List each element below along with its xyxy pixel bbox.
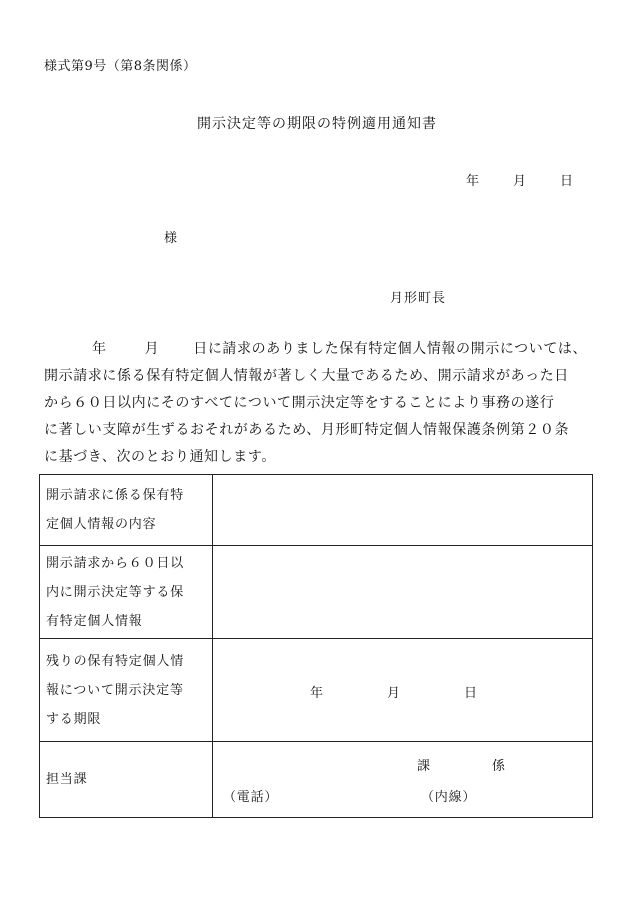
body-month: 月 xyxy=(144,341,160,357)
department-section: 課 xyxy=(417,759,431,774)
label-remaining-deadline xyxy=(40,639,213,742)
deadline-month: 月 xyxy=(387,686,401,701)
issue-date-day: 日 xyxy=(560,174,574,189)
table-row xyxy=(40,639,593,742)
table-row xyxy=(40,546,593,639)
deadline-year: 年 xyxy=(310,686,324,701)
value-within-60-days[interactable] xyxy=(213,546,593,639)
label-line: 定個人情報の内容 xyxy=(46,517,157,532)
label-line: 報について開示決定等 xyxy=(46,682,184,698)
document-title: 開示決定等の期限の特例適用通知書 xyxy=(197,116,437,132)
body-line-4: に著しい支障が生ずるおそれがあるため、月形町特定個人情報保護条例第２０条 xyxy=(44,422,570,438)
label-within-60-days xyxy=(40,546,213,639)
value-remaining-deadline[interactable] xyxy=(213,639,593,742)
notice-table xyxy=(39,474,593,818)
form-number: 様式第9号（第8条関係） xyxy=(44,59,197,74)
label-line: 開示請求から６０日以 xyxy=(46,555,185,571)
department-unit: 係 xyxy=(492,759,506,774)
sender-name: 月形町長 xyxy=(390,291,447,306)
value-target-info[interactable] xyxy=(213,475,593,546)
department-extension: （内線） xyxy=(421,790,477,805)
body-line-1-text: 日に請求のありました保有特定個人情報の開示については、 xyxy=(193,341,588,357)
deadline-date xyxy=(213,682,592,701)
department-phone: （電話） xyxy=(223,790,279,805)
deadline-day: 日 xyxy=(464,686,478,701)
body-line-3: から６０日以内にそのすべてについて開示決定等をすることにより事務の遂行 xyxy=(44,395,555,411)
label-line: 開示請求に係る保有特 xyxy=(46,488,185,503)
label-department: 担当課 xyxy=(40,742,213,818)
issue-date xyxy=(466,170,573,189)
label-target-info xyxy=(40,475,213,546)
label-line: 内に開示決定等する保 xyxy=(46,584,185,600)
issue-date-year: 年 xyxy=(466,174,480,189)
label-line: 残りの保有特定個人情 xyxy=(46,653,185,669)
label-line: 有特定個人情報 xyxy=(46,613,143,629)
label-line: する期限 xyxy=(46,711,102,727)
body-line-1 xyxy=(44,336,592,363)
body-line-2: 開示請求に係る保有特定個人情報が著しく大量であるため、開示請求があった日 xyxy=(44,368,569,384)
notice-body xyxy=(44,336,592,471)
body-line-5: に基づき、次のとおり通知します。 xyxy=(44,449,276,465)
table-row xyxy=(40,742,593,818)
issue-date-month: 月 xyxy=(513,174,527,189)
body-year: 年 xyxy=(92,341,107,357)
value-department[interactable] xyxy=(213,742,593,818)
table-row xyxy=(40,475,593,546)
addressee-suffix: 様 xyxy=(164,231,178,246)
